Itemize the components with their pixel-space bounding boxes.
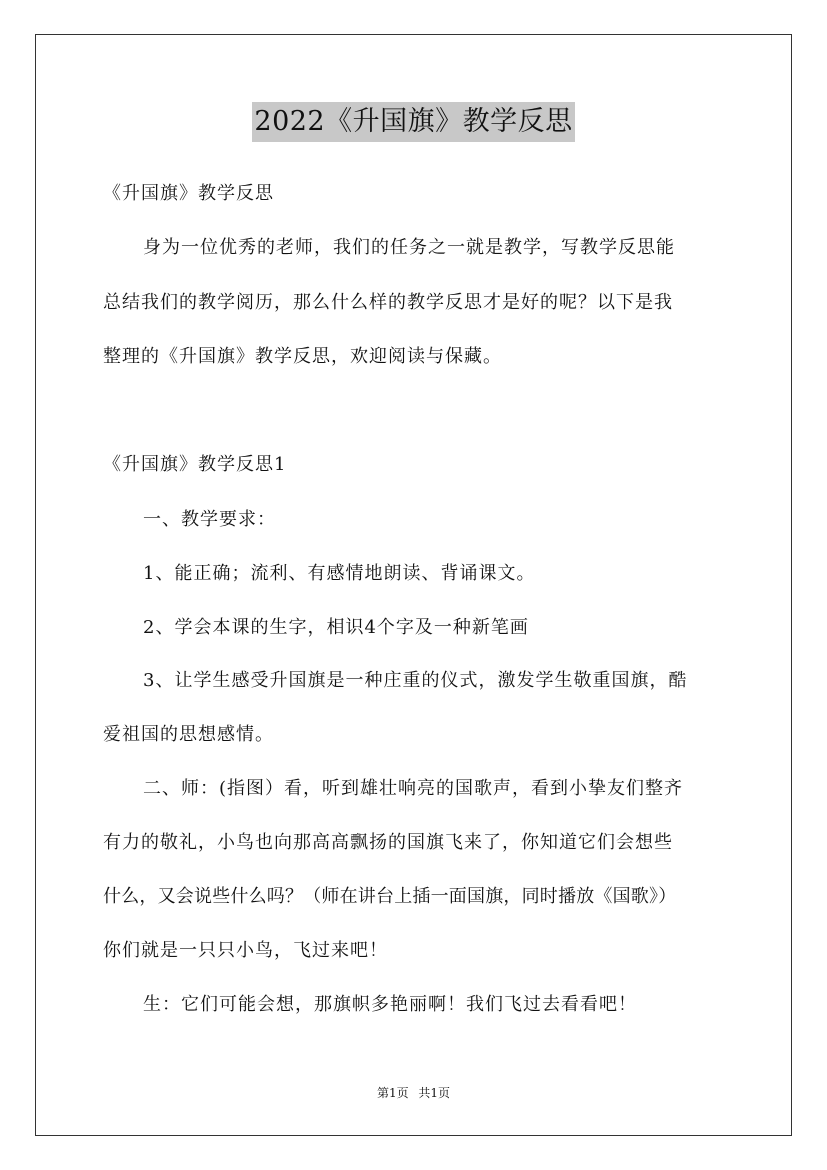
requirement-2: 2、学会本课的生字，相识4个字及一种新笔画 [143, 617, 529, 638]
subtitle: 《升国旗》教学反思 [103, 183, 274, 204]
title-container [0, 102, 827, 142]
intro-line-3: 整理的《升国旗》教学反思，欢迎阅读与保藏。 [103, 346, 502, 367]
part2-line-2: 有力的敬礼，小鸟也向那高高飘扬的国旗飞来了，你知道它们会想些 [103, 832, 673, 853]
page-number: 第1页 [376, 1086, 409, 1100]
intro-line-2: 总结我们的教学阅历，那么什么样的教学反思才是好的呢？以下是我 [103, 292, 673, 313]
document-title: 2022《升国旗》教学反思 [252, 102, 574, 142]
requirements-heading: 一、教学要求： [143, 509, 276, 530]
part2-line-1: 二、师：(指图）看，听到雄壮响亮的国歌声，看到小挚友们整齐 [143, 778, 684, 799]
part2-line-3: 什么，又会说些什么吗？（师在讲台上插一面国旗，同时播放《国歌》） [103, 886, 677, 907]
section-heading: 《升国旗》教学反思1 [103, 454, 287, 475]
intro-line-1: 身为一位优秀的老师，我们的任务之一就是教学，写教学反思能 [143, 237, 675, 258]
requirement-1: 1、能正确；流利、有感情地朗读、背诵课文。 [143, 563, 536, 584]
part2-line-4: 你们就是一只只小鸟，飞过来吧！ [103, 940, 388, 961]
student-line: 生：它们可能会想，那旗帜多艳丽啊！我们飞过去看看吧！ [143, 994, 637, 1015]
requirement-3-line-1: 3、让学生感受升国旗是一种庄重的仪式，激发学生敬重国旗，酷 [143, 670, 688, 691]
page-total: 共1页 [418, 1086, 451, 1100]
requirement-3-line-2: 爱祖国的思想感情。 [103, 724, 274, 745]
page-footer [0, 1085, 827, 1101]
